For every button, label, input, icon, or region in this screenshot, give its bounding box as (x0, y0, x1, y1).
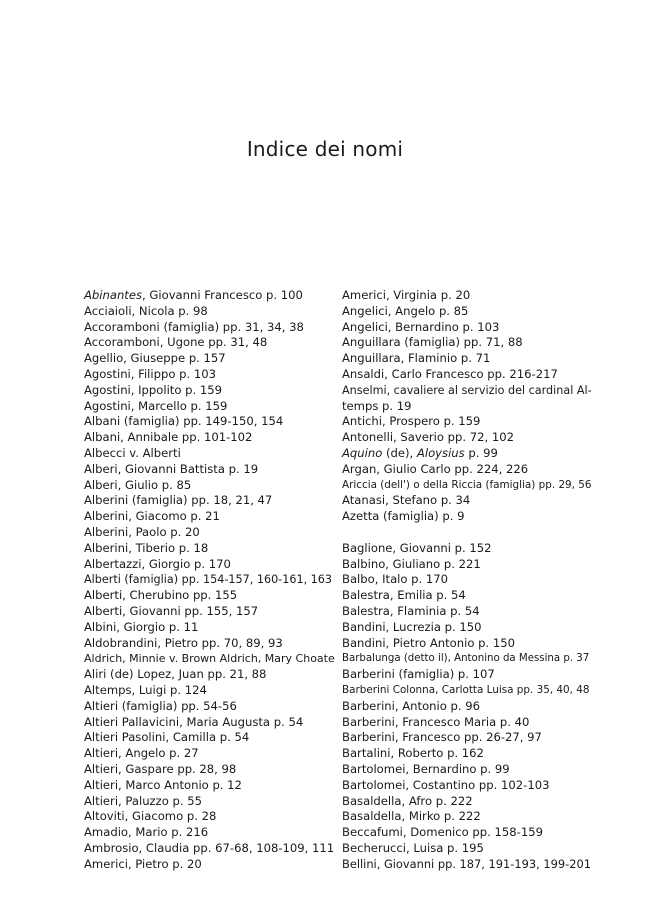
index-entry: Baglione, Giovanni p. 152 (342, 540, 492, 555)
index-entry: Barberini (famiglia) p. 107 (342, 667, 495, 682)
index-entry: Albecci v. Alberti (84, 445, 181, 460)
index-entry: Antonelli, Saverio pp. 72, 102 (342, 430, 514, 445)
index-entry: Bartalini, Roberto p. 162 (342, 746, 484, 761)
index-entry: Alberini, Tiberio p. 18 (84, 540, 209, 555)
index-entry: Argan, Giulio Carlo pp. 224, 226 (342, 461, 529, 476)
index-entry: Americi, Pietro p. 20 (84, 856, 202, 871)
index-entry: Barbalunga (detto il), Antonino da Messina p. 37 (342, 653, 590, 665)
index-entry: Azetta (famiglia) p. 9 (342, 509, 465, 524)
index-entry: Altieri, Paluzzo p. 55 (84, 793, 202, 808)
index-column-right (342, 288, 592, 872)
index-entry: Americi, Virginia p. 20 (342, 288, 471, 302)
letter-separator (342, 525, 592, 541)
index-entry: Alberini, Giacomo p. 21 (84, 509, 220, 524)
index-entry: Antichi, Prospero p. 159 (342, 414, 481, 429)
index-entry: Aldobrandini, Pietro pp. 70, 89, 93 (84, 635, 283, 650)
index-entry: Albertazzi, Giorgio p. 170 (84, 556, 231, 571)
index-entry: Acciaioli, Nicola p. 98 (84, 303, 208, 318)
index-entry: Anselmi, cavaliere al servizio del cardinal Al- (342, 383, 592, 397)
index-entry: Altemps, Luigi p. 124 (84, 682, 207, 697)
index-entry: Alberti (famiglia) pp. 154-157, 160-161, 163 (84, 573, 333, 587)
index-entry: Bartolomei, Costantino pp. 102-103 (342, 777, 550, 792)
index-entry: Balestra, Flaminia p. 54 (342, 603, 480, 618)
index-entry: Altoviti, Giacomo p. 28 (84, 809, 217, 824)
index-entry: Anguillara (famiglia) pp. 71, 88 (342, 335, 523, 350)
index-entry: Agostini, Filippo p. 103 (84, 366, 216, 381)
index-entry: Albini, Giorgio p. 11 (84, 619, 199, 634)
index-entry: Angelici, Angelo p. 85 (342, 303, 469, 318)
index-entry: Angelici, Bernardino p. 103 (342, 319, 500, 334)
index-entry: Barberini, Francesco pp. 26-27, 97 (342, 730, 542, 745)
index-entry: Becherucci, Luisa p. 195 (342, 840, 484, 855)
index-entry: Basaldella, Mirko p. 222 (342, 809, 481, 824)
index-entry: Alberini (famiglia) pp. 18, 21, 47 (84, 493, 273, 508)
index-entry: Barberini, Francesco Maria p. 40 (342, 714, 530, 729)
index-entry-text: , Giovanni Francesco p. 100 (142, 288, 303, 302)
index-entry: Agellio, Giuseppe p. 157 (84, 351, 226, 366)
index-column-left (84, 288, 336, 872)
index-entry: Altieri, Angelo p. 27 (84, 746, 199, 761)
index-entry: Atanasi, Stefano p. 34 (342, 493, 471, 508)
index-entry: Balestra, Emilia p. 54 (342, 588, 466, 603)
index-entry: Ariccia (dell') o della Riccia (famiglia) pp. 29, 56 (342, 478, 592, 491)
index-entry: Altieri, Gaspare pp. 28, 98 (84, 761, 237, 776)
index-entry: Barberini Colonna, Carlotta Luisa pp. 35, 40, 48 (342, 683, 590, 696)
index-entry: Balbo, Italo p. 170 (342, 572, 449, 587)
index-entry: Alberi, Giovanni Battista p. 19 (84, 461, 259, 476)
index-entry: Agostini, Marcello p. 159 (84, 398, 228, 413)
index-entry: Ansaldi, Carlo Francesco pp. 216-217 (342, 366, 558, 381)
index-entry: Agostini, Ippolito p. 159 (84, 382, 222, 397)
index-entry-italic: Aquino (342, 445, 383, 460)
index-entry: Anguillara, Flaminio p. 71 (342, 351, 491, 366)
index-entry: Balbino, Giuliano p. 221 (342, 556, 481, 571)
index-entry: Aliri (de) Lopez, Juan pp. 21, 88 (84, 667, 267, 682)
index-entry: Bellini, Giovanni pp. 187, 191-193, 199-201 (342, 856, 591, 871)
index-entry: Amadio, Mario p. 216 (84, 825, 209, 840)
index-entry-italic: Abinantes (84, 288, 143, 302)
index-entry: Altieri (famiglia) pp. 54-56 (84, 698, 237, 713)
index-entry-text: p. 99 (464, 445, 498, 460)
index-entry: Alberti, Cherubino pp. 155 (84, 588, 238, 603)
index-entry: Aldrich, Minnie v. Brown Aldrich, Mary Choate (84, 652, 335, 666)
index-entry: Altieri Pasolini, Camilla p. 54 (84, 730, 250, 745)
index-entry: Beccafumi, Domenico pp. 158-159 (342, 825, 543, 840)
index-entry (84, 288, 336, 304)
index-entry: Alberti, Giovanni pp. 155, 157 (84, 603, 259, 618)
index-entry: Basaldella, Afro p. 222 (342, 793, 473, 808)
index-entry-text: (de), (382, 445, 417, 460)
index-entry: Bandini, Lucrezia p. 150 (342, 619, 482, 634)
index-entry: Accoramboni (famiglia) pp. 31, 34, 38 (84, 319, 304, 334)
index-entry: Barberini, Antonio p. 96 (342, 698, 480, 713)
index-entry: Alberi, Giulio p. 85 (84, 477, 192, 492)
index-entry: Accoramboni, Ugone pp. 31, 48 (84, 335, 268, 350)
index-entry: Altieri, Marco Antonio p. 12 (84, 777, 242, 792)
index-entry: Ambrosio, Claudia pp. 67-68, 108-109, 111 (84, 840, 335, 855)
index-entry (342, 446, 592, 462)
index-entry: Albani, Annibale pp. 101-102 (84, 430, 253, 445)
index-entry: temps p. 19 (342, 398, 412, 413)
index-entry: Albani (famiglia) pp. 149-150, 154 (84, 414, 284, 429)
index-entry-italic: Aloysius (416, 445, 465, 460)
index-entry: Alberini, Paolo p. 20 (84, 524, 200, 539)
index-entry: Bandini, Pietro Antonio p. 150 (342, 635, 515, 650)
index-entry: Bartolomei, Bernardino p. 99 (342, 761, 510, 776)
page-title: Indice dei nomi (246, 137, 404, 161)
index-entry: Altieri Pallavicini, Maria Augusta p. 54 (84, 714, 304, 729)
